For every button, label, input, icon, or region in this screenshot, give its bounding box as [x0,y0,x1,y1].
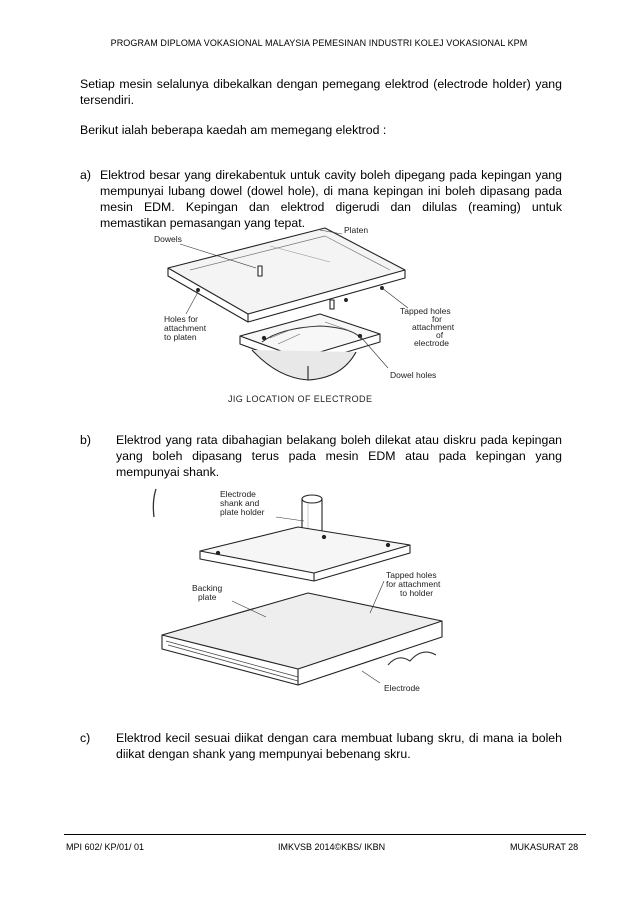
tapped-hole [386,543,389,546]
shank-top [302,495,322,503]
holder-plate [200,527,410,573]
label-holes-3: to platen [164,332,197,342]
list-item-label: c) [80,731,91,745]
footer-page-number: MUKASURAT 28 [510,842,579,852]
figure1-caption: JIG LOCATION OF ELECTRODE [228,394,373,404]
platen-plate [168,228,405,314]
dowel-hole [262,336,265,339]
label-tapped-3: to holder [400,588,434,598]
tapped-hole [216,551,219,554]
list-item-text: Elektrod yang rata dibahagian belakang boleh dilekat atau diskru pada kepingan yang boleh dipasang terus pada mesin EDM atau pada kepingan yang mempunyai shank. [116,433,562,479]
label-electrode: Electrode [384,683,420,693]
footer-copyright: IMKVSB 2014©KBS/ IKBN [278,842,386,852]
footer-divider [64,834,586,835]
list-item-label: a) [80,168,91,182]
label-holes-1: Holes for [164,314,199,324]
label-shank-1: Electrode [220,489,256,499]
label-tapped-4: of [436,330,444,340]
label-holes-2: attachment [164,323,207,333]
list-item-label: b) [80,433,91,447]
label-tapped-3: attachment [412,322,455,332]
label-tapped-2: for attachment [386,579,441,589]
label-tapped-2: for [432,314,442,324]
tapped-hole [322,535,325,538]
label-tapped-1: Tapped holes [386,570,437,580]
label-backing-1: Backing [192,583,223,593]
attachment-hole [197,289,200,292]
list-item-text: Elektrod besar yang direkabentuk untuk cavity boleh dipegang pada kepingan yang mempunyai lubang dowel (dowel hole), di mana kepingan ini boleh dipasang pada mesin EDM. Kepingan dan elektrod digerudi dan dilulas (reaming) untuk memastikan pemasangan yang tepat. [100,168,562,230]
label-tapped-1: Tapped holes [400,306,451,316]
label-shank-2: shank and [220,498,260,508]
page-header: PROGRAM DIPLOMA VOKASIONAL MALAYSIA PEMESINAN INDUSTRI KOLEJ VOKASIONAL KPM [110,38,528,48]
label-tapped-5: electrode [414,338,449,348]
intro-paragraph: Setiap mesin selalunya dibekalkan dengan pemegang elektrod (electrode holder) yang tersendiri. [80,77,562,107]
label-platen: Platen [344,225,369,235]
label-shank-3: plate holder [220,507,265,517]
lead-paragraph: Berikut ialah beberapa kaedah am memegang elektrod : [80,123,387,137]
label-dowels: Dowels [154,234,182,244]
footer-doc-code: MPI 602/ KP/01/ 01 [66,842,145,852]
label-dowel-holes: Dowel holes [390,370,437,380]
dowel-pin [258,266,262,276]
list-item-text: Elektrod kecil sesuai diikat dengan cara membuat lubang skru, di mana ia boleh diikat dengan shank yang mempunyai bebenang skru. [116,731,562,761]
figure-shank-plate-holder [148,485,463,697]
figure-jig-location [150,218,480,413]
label-backing-2: plate [198,592,217,602]
dowel-pin [330,300,334,309]
attachment-hole [345,299,348,302]
